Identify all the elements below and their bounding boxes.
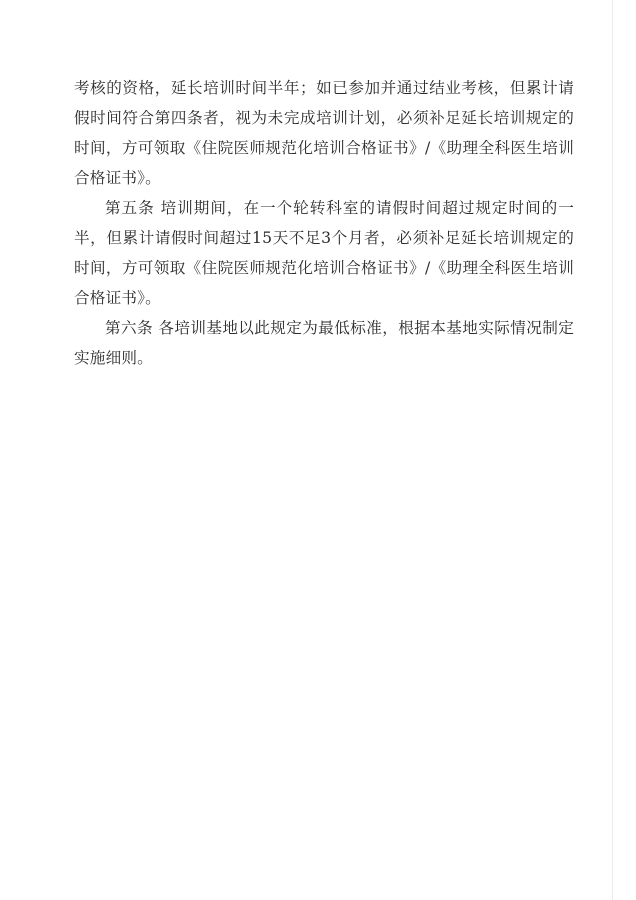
scan-edge-line <box>612 0 613 900</box>
paragraph-continuation: 考核的资格，延长培训时间半年；如已参加并通过结业考核，但累计请假时间符合第四条者，视为未完成培训计划，必须补足延长培训规定的时间，方可领取《住院医师规范化培训合格证书》/《助理全科医生培训合格证书》。 <box>74 79 574 187</box>
paragraph-article-6: 第六条 各培训基地以此规定为最低标准，根据本基地实际情况制定实施细则。 <box>74 319 574 367</box>
body-text <box>74 73 574 373</box>
paragraph-article-5: 第五条 培训期间，在一个轮转科室的请假时间超过规定时间的一半，但累计请假时间超过15天不足3个月者，必须补足延长培训规定的时间，方可领取《住院医师规范化培训合格证书》/《助理全科医生培训合格证书》。 <box>74 199 574 307</box>
